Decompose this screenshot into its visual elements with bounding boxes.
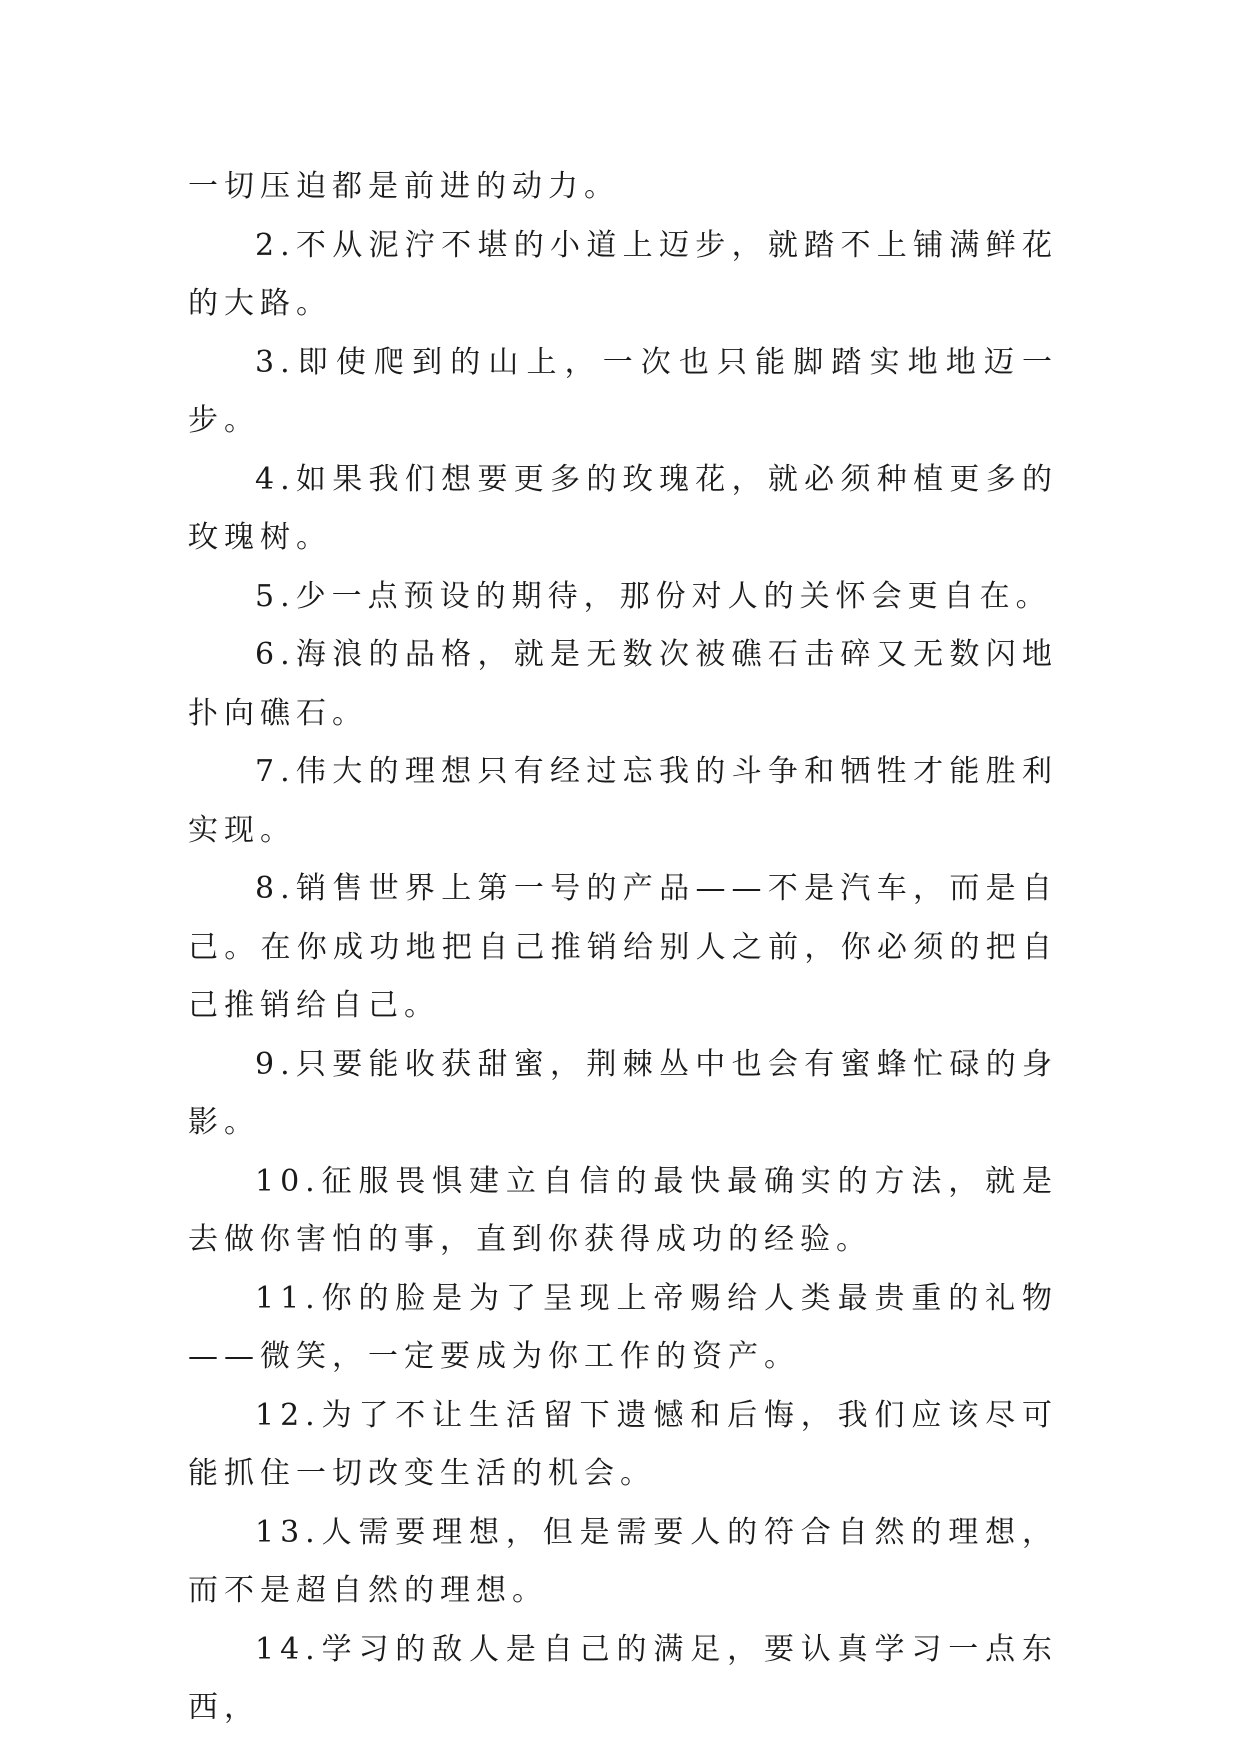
quote-item-3: 3.即使爬到的山上，一次也只能脚踏实地地迈一步。 bbox=[188, 344, 1058, 438]
quote-item-12: 12.为了不让生活留下遗憾和后悔，我们应该尽可能抓住一切改变生活的机会。 bbox=[188, 1397, 1058, 1491]
quote-item-7: 7.伟大的理想只有经过忘我的斗争和牺牲才能胜利实现。 bbox=[188, 754, 1058, 848]
quote-item-10: 10.征服畏惧建立自信的最快最确实的方法，就是去做你害怕的事，直到你获得成功的经验。 bbox=[188, 1163, 1058, 1257]
quote-item-8: 8.销售世界上第一号的产品——不是汽车，而是自己。在你成功地把自己推销给别人之前，你必须的把自己推销给自己。 bbox=[188, 871, 1058, 1023]
quote-item-14: 14.学习的敌人是自己的满足，要认真学习一点东西， bbox=[188, 1631, 1058, 1725]
paragraph-continuation: 一切压迫都是前进的动力。 bbox=[188, 169, 620, 204]
quote-item-11: 11.你的脸是为了呈现上帝赐给人类最贵重的礼物——微笑，一定要成为你工作的资产。 bbox=[188, 1280, 1058, 1374]
quote-item-5: 5.少一点预设的期待，那份对人的关怀会更自在。 bbox=[255, 578, 1052, 614]
quote-item-9: 9.只要能收获甜蜜，荆棘丛中也会有蜜蜂忙碌的身影。 bbox=[188, 1046, 1058, 1140]
quote-item-4: 4.如果我们想要更多的玫瑰花，就必须种植更多的玫瑰树。 bbox=[188, 461, 1058, 555]
quote-item-13: 13.人需要理想，但是需要人的符合自然的理想，而不是超自然的理想。 bbox=[188, 1514, 1058, 1608]
quote-item-6: 6.海浪的品格，就是无数次被礁石击碎又无数闪地扑向礁石。 bbox=[188, 637, 1058, 731]
document-body bbox=[188, 158, 1058, 1738]
quote-item-2: 2.不从泥泞不堪的小道上迈步，就踏不上铺满鲜花的大路。 bbox=[188, 227, 1058, 321]
